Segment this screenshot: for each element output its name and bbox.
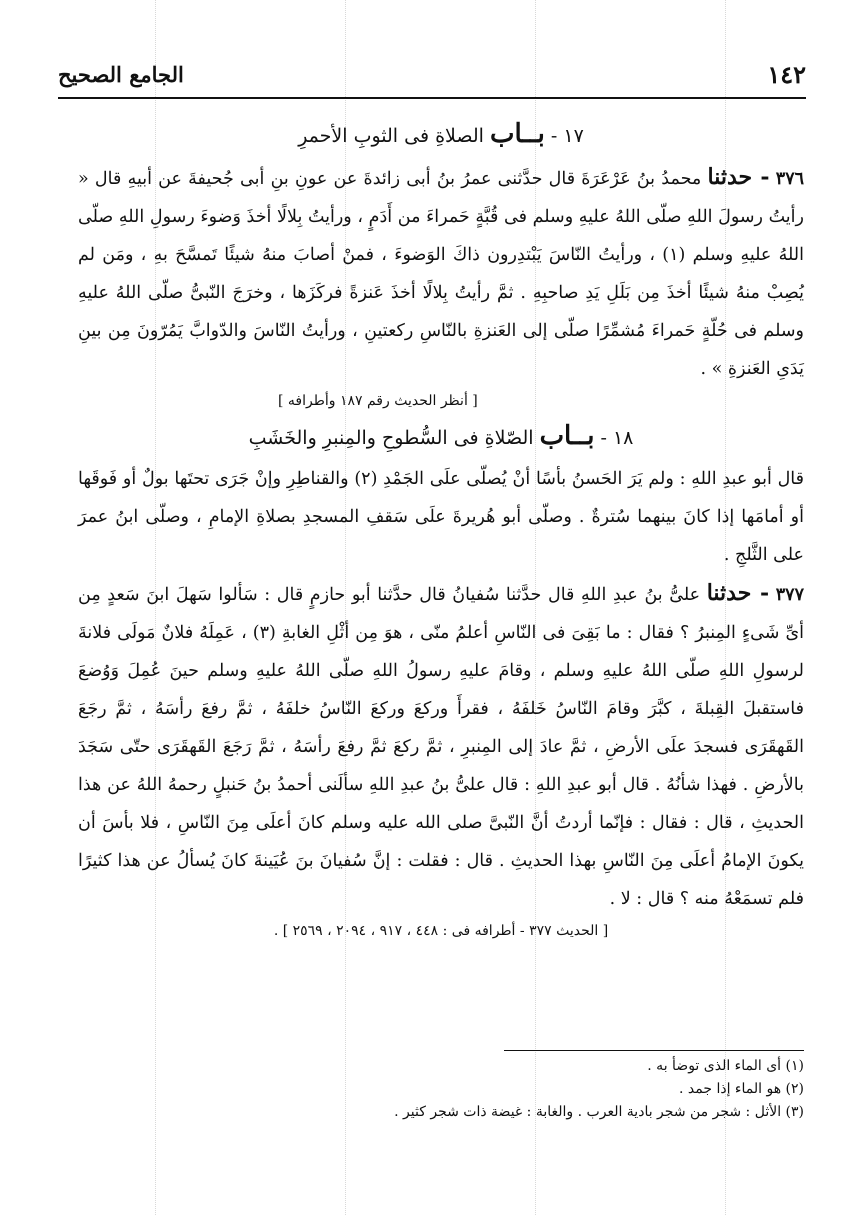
bab-word: بــاب (489, 119, 545, 149)
hadith-text: علىُّ بنُ عبدِ اللهِ قال حدَّثنا سُفيانُ قال حدَّثنا أبو حازمٍ قال : سَألوا سَهلَ ابنَ سَعدٍ مِن أىِّ شَىءٍ المِنبرُ ؟ فقال : ما بَقِىَ فى النّاسِ أعلمُ منّى ، هوَ مِن أثْلِ الغابةِ (٣) ، عَمِلَهُ فلانٌ مَولَى فلانةَ لرسولِ اللهِ صلّى اللهُ عليهِ وسلم ، وقامَ عليهِ رسولُ اللهِ صلّى اللهُ عليهِ وسلم حينَ عُمِلَ وَوُضعَ فاستقبلَ القِبلةَ ، كبَّرَ وقامَ النّاسُ خَلفَهُ ، فقرأَ وركعَ وركعَ النّاسُ خلفَهُ ، ثمَّ رفعَ رأسَهُ ، ثمَّ رجَعَ القَهقَرَى فسجدَ علَى الأرضِ ، ثمَّ عادَ إلى المِنبرِ ، ثمَّ ركعَ ثمَّ رفعَ رأسَهُ ، ثمَّ رَجَعَ القَهقَرَى حتّى سَجَدَ بالأرضِ . فهذا شأنُهُ . قال أبو عبدِ اللهِ : قال علىُّ بنُ عبدِ اللهِ سألَنى أحمدُ بنُ حَنبلٍ رحمهُ اللهُ عن هذا الحديثِ ، قال : فقال : فإنّما أردتُ أنَّ النّبىَّ صلى الله عليه وسلم كانَ أعلَى مِنَ النّاسِ ، فلا بأسَ أن يكونَ الإمامُ أعلَى مِنَ النّاسِ بهذا الحديثِ . قال : فقلت : إنَّ سُفيانَ بنَ عُيَينةَ كانَ يُسألُ عن هذا كثيرًا فلم تسمَعْهُ منه ؟ قال : لا . (78, 585, 805, 909)
footnote-rule (504, 1050, 804, 1051)
page-header (58, 60, 806, 96)
hadith-376-cross-reference: [ أنظر الحديث رقم ١٨٧ وأطرافه ] (278, 393, 478, 409)
footnote-2: (٢) هو الماء إذا جمد . (679, 1081, 804, 1097)
chapter-title: الصلاةِ فى الثوبِ الأحمرِ (298, 125, 484, 147)
hadith-377 (78, 574, 804, 918)
hadith-opening: - حدثنا (707, 164, 770, 190)
hadith-number: ٣٧٦ (775, 169, 804, 189)
hadith-376 (78, 158, 804, 388)
hadith-number: ٣٧٧ (775, 585, 804, 605)
book-title: الجامع الصحيح (58, 62, 184, 87)
chapter-number: ١٧ - (550, 125, 584, 147)
footnote-3: (٣) الأثل : شجر من شجر بادية العرب . والغابة : غيضة ذات شجر كثير . (394, 1104, 804, 1120)
chapter-number: ١٨ - (600, 427, 634, 449)
chapter-18-intro: قال أبو عبدِ اللهِ : ولم يَرَ الحَسنُ بأسًا أنْ يُصلّى علَى الجَمْدِ (٢) والقناطِرِ وإنْ جَرَى تحتَها بولٌ أو فَوقَها أو أمامَها إذا كانَ بينهما سُترةٌ . وصلّى أبو هُريرةَ علَى سَقفِ المسجدِ بصلاةِ الإمامِ ، وصلّى ابنُ عمرَ على الثَّلجِ . (78, 469, 804, 565)
hadith-text: محمدُ بنُ عَرْعَرَةَ قال حدَّثنى عمرُ بنُ أبى زائدةَ عن عونِ بنِ أبى جُحيفةَ عن أبيهِ قال « رأيتُ رسولَ اللهِ صلّى اللهُ عليهِ وسلم فى قُبَّةٍ حَمراءَ من أَدَمٍ ، ورأيتُ بِلالًا أخذَ وَضوءَ رسولِ اللهِ صلّى اللهُ عليهِ وسلم (١) ، ورأيتُ النّاسَ يَبْتدِرون ذاكَ الوَضوءَ ، فمنْ أصابَ منهُ شيئًا تَمسَّحَ بهِ ، ومَن لم يُصِبْ منهُ شيئًا أخذَ مِن بَلَلِ يَدِ صاحبِهِ . ثمَّ رأيتُ بِلالًا أخذَ عَنزةً فركَزَها ، وخرَجَ النّبىُّ صلّى اللهُ عليهِ وسلم فى حُلّةٍ حَمراءَ مُشمِّرًا صلّى إلى العَنزةِ بالنّاسِ ركعتينِ ، ورأيتُ النّاسَ والدّوابَّ يَمُرّونَ مِن بينِ يَدَىِ العَنزةِ » . (78, 169, 804, 379)
chapter-18-heading (78, 414, 804, 460)
hadith-opening: - حدثنا (706, 580, 770, 606)
header-rule (58, 97, 806, 99)
page-number: ١٤٢ (767, 60, 806, 89)
bab-word: بــاب (539, 421, 595, 451)
chapter-title: الصّلاةِ فى السُّطوحِ والمِنبرِ والخَشَبِ (248, 427, 534, 449)
footnote-1: (١) أى الماء الذى توضأ به . (647, 1058, 804, 1074)
hadith-377-cross-reference: [ الحديث ٣٧٧ - أطرافه فى : ٤٤٨ ، ٩١٧ ، ٢٠٩٤ ، ٢٥٦٩ ] . (273, 923, 609, 939)
chapter-17-heading (78, 112, 804, 158)
main-text (78, 112, 804, 944)
footnotes (80, 1055, 804, 1124)
